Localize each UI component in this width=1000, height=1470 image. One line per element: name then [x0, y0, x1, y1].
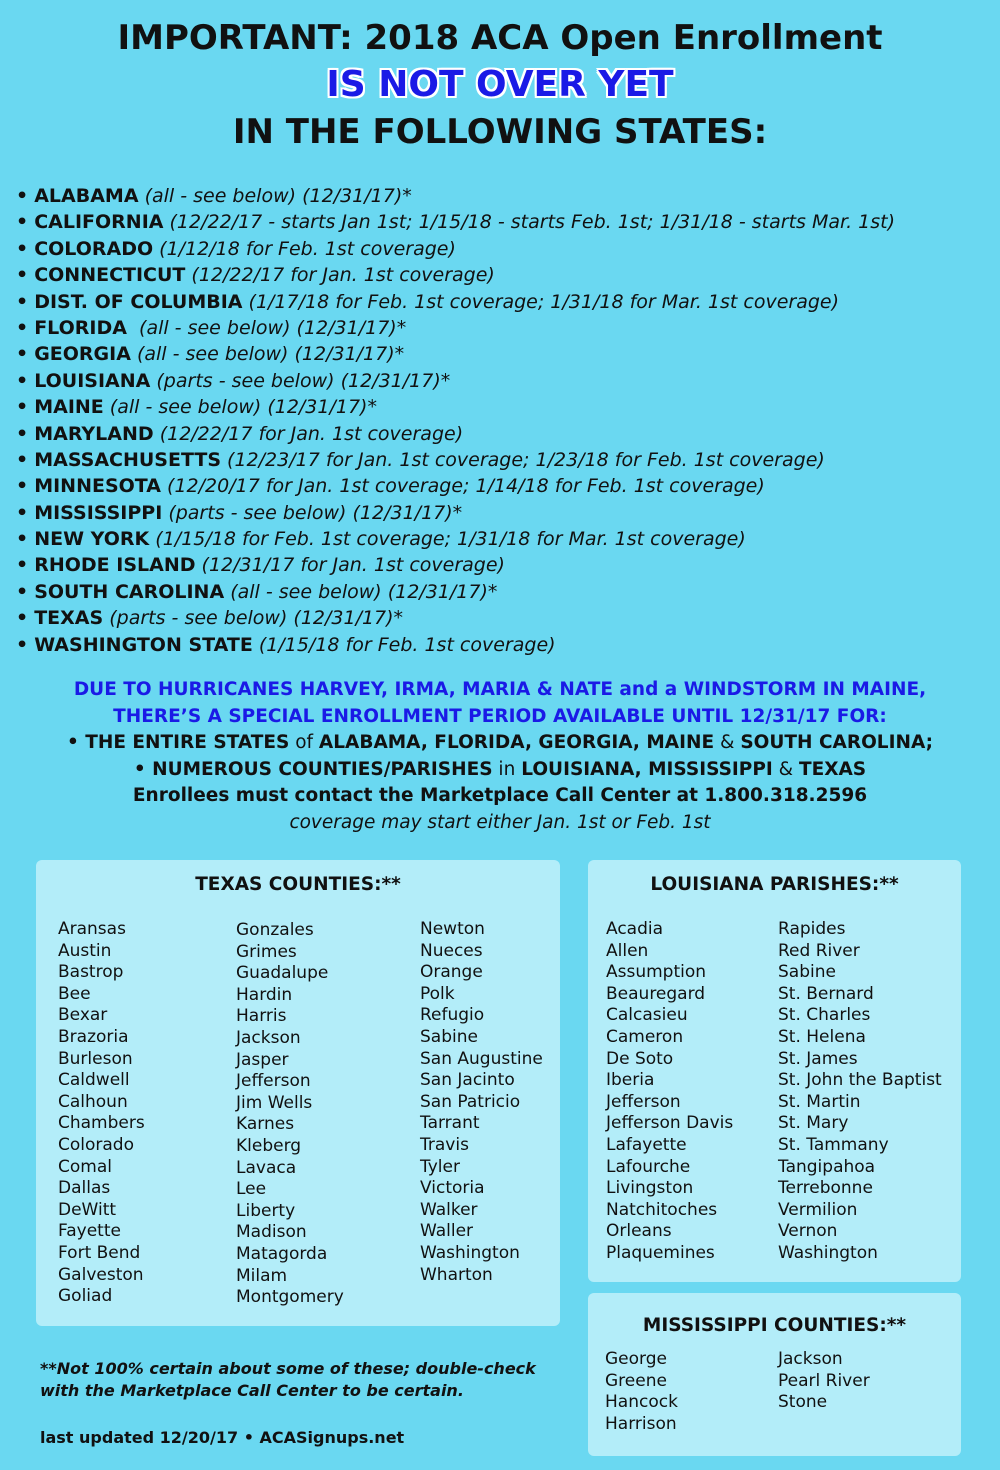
bullet: •: [16, 290, 29, 313]
state-item: [16, 341, 1000, 367]
list-item: Vermilion: [778, 1199, 858, 1220]
title-line-1: IMPORTANT: 2018 ACA Open Enrollment: [117, 18, 883, 58]
list-item: Wharton: [420, 1264, 493, 1285]
list-item: Guadalupe: [236, 963, 329, 984]
mississippi-col-2: [778, 1349, 870, 1414]
state-item: [16, 579, 1000, 605]
list-item: Refugio: [420, 1005, 485, 1026]
state-name: FLORIDA: [34, 316, 127, 339]
state-name: RHODE ISLAND: [34, 554, 196, 577]
state-detail: (1/15/18 for Feb. 1st coverage; 1/31/18 for Mar. 1st coverage): [149, 528, 746, 551]
list-item: Calhoun: [58, 1091, 128, 1112]
bullet: •: [16, 211, 29, 234]
list-item: Rapides: [778, 919, 846, 939]
list-item: Cameron: [606, 1026, 684, 1047]
list-item: Polk: [420, 983, 455, 1004]
state-name: WASHINGTON STATE: [34, 633, 253, 656]
state-item: [16, 473, 1000, 499]
sep-line-4: • NUMEROUS COUNTIES/PARISHES in LOUISIANA, MISSISSIPPI & TEXAS: [133, 758, 867, 780]
bullet: •: [16, 237, 29, 260]
list-item: Karnes: [236, 1114, 295, 1135]
state-item: [16, 394, 1000, 420]
list-item: Pearl River: [778, 1370, 870, 1391]
list-item: Acadia: [606, 919, 664, 939]
list-item: De Soto: [606, 1048, 674, 1069]
list-item: Travis: [420, 1134, 469, 1155]
list-item: Colorado: [58, 1134, 134, 1155]
list-item: Jefferson Davis: [606, 1113, 734, 1134]
state-name: MISSISSIPPI: [34, 501, 163, 524]
state-item: [16, 526, 1000, 552]
list-item: St. Mary: [778, 1113, 849, 1134]
louisiana-heading: LOUISIANA PARISHES:**: [650, 874, 899, 895]
list-item: St. John the Baptist: [778, 1070, 942, 1091]
state-item: [16, 500, 1000, 526]
bullet: •: [16, 475, 29, 498]
list-item: St. James: [778, 1048, 858, 1069]
sep-line-1: DUE TO HURRICANES HARVEY, IRMA, MARIA & NATE and a WINDSTORM IN MAINE,: [73, 679, 927, 700]
list-item: Orange: [420, 962, 483, 983]
state-detail: (parts - see below) (12/31/17)*: [162, 501, 463, 524]
list-item: Iberia: [606, 1070, 655, 1091]
list-item: Livingston: [606, 1178, 694, 1199]
list-item: Waller: [420, 1221, 474, 1242]
state-item: [16, 183, 1000, 209]
bullet: •: [16, 316, 29, 339]
list-item: Tangipahoa: [778, 1156, 876, 1177]
louisiana-col-2: [778, 919, 942, 1265]
list-item: Milam: [236, 1265, 288, 1286]
list-item: Caldwell: [58, 1070, 130, 1091]
list-item: Walker: [420, 1199, 478, 1220]
state-detail: (1/15/18 for Feb. 1st coverage): [252, 633, 556, 656]
footnote-line-2: with the Marketplace Call Center to be certain.: [40, 1381, 464, 1400]
state-item: [16, 368, 1000, 394]
sep-line-6: coverage may start either Jan. 1st or Feb. 1st: [289, 811, 711, 833]
list-item: Jasper: [236, 1049, 289, 1070]
list-item: San Jacinto: [420, 1070, 515, 1091]
state-name: GEORGIA: [34, 343, 131, 366]
list-item: St. Bernard: [778, 983, 874, 1004]
state-name: MARYLAND: [34, 422, 154, 445]
list-item: Liberty: [236, 1200, 296, 1221]
title-line-3: IN THE FOLLOWING STATES:: [232, 112, 768, 152]
state-detail: (12/22/17 for Jan. 1st coverage): [153, 422, 464, 445]
list-item: Washington: [778, 1242, 878, 1263]
state-detail: (all - see below) (12/31/17)*: [126, 316, 407, 339]
state-name: MASSACHUSETTS: [34, 448, 222, 471]
texas-heading: TEXAS COUNTIES:**: [195, 874, 401, 895]
list-item: Plaquemines: [606, 1242, 715, 1263]
list-item: Dallas: [58, 1178, 111, 1199]
footer-text: last updated 12/20/17 • ACASignups.net: [40, 1428, 405, 1447]
list-item: Assumption: [606, 962, 707, 983]
state-name: LOUISIANA: [34, 369, 151, 392]
list-item: Red River: [778, 940, 860, 961]
list-item: Sabine: [420, 1026, 478, 1047]
state-detail: (parts - see below) (12/31/17)*: [150, 369, 451, 392]
state-name: CALIFORNIA: [34, 211, 164, 234]
state-detail: (all - see below) (12/31/17)*: [224, 580, 498, 603]
state-detail: (1/12/18 for Feb. 1st coverage): [153, 237, 456, 260]
sep-line-5: Enrollees must contact the Marketplace Call Center at 1.800.318.2596: [132, 785, 868, 806]
list-item: DeWitt: [58, 1199, 117, 1220]
list-item: Orleans: [606, 1221, 672, 1242]
list-item: Chambers: [58, 1113, 145, 1134]
state-detail: (12/23/17 for Jan. 1st coverage; 1/23/18 for Feb. 1st coverage): [221, 448, 825, 471]
list-item: Matagorda: [236, 1243, 328, 1264]
mississippi-heading: MISSISSIPPI COUNTIES:**: [642, 1315, 907, 1336]
bullet: •: [16, 607, 29, 630]
mississippi-counties-box: [588, 1293, 961, 1456]
list-item: Lavaca: [236, 1157, 297, 1178]
list-item: Hancock: [605, 1392, 678, 1413]
list-item: Fayette: [58, 1221, 121, 1242]
state-name: MAINE: [34, 396, 104, 419]
state-detail: (all - see below) (12/31/17)*: [103, 396, 377, 419]
list-item: Kleberg: [236, 1135, 302, 1156]
list-item: Hardin: [236, 984, 293, 1005]
state-name: CONNECTICUT: [34, 264, 186, 287]
list-item: Lee: [236, 1179, 267, 1200]
bullet: •: [16, 369, 29, 392]
state-name: ALABAMA: [34, 185, 139, 207]
state-name: MINNESOTA: [34, 475, 161, 498]
list-item: Newton: [420, 919, 485, 939]
special-enrollment-notice: [0, 677, 1000, 836]
state-name: TEXAS: [34, 607, 104, 630]
list-item: Terrebonne: [778, 1178, 873, 1199]
footnote: [40, 1358, 536, 1402]
list-item: Tyler: [420, 1156, 460, 1177]
state-detail: (1/17/18 for Feb. 1st coverage; 1/31/18 for Mar. 1st coverage): [242, 290, 840, 313]
state-item: [16, 262, 1000, 288]
list-item: Victoria: [420, 1178, 485, 1199]
state-item: [16, 289, 1000, 315]
list-item: Jefferson: [236, 1071, 311, 1092]
state-detail: (12/20/17 for Jan. 1st coverage; 1/14/18 for Feb. 1st coverage): [161, 475, 765, 498]
sep-line-3: • THE ENTIRE STATES of ALABAMA, FLORIDA, GEORGIA, MAINE & SOUTH CAROLINA;: [66, 732, 934, 753]
list-item: Nueces: [420, 940, 483, 961]
texas-counties-box: [36, 860, 560, 1326]
state-item: [16, 315, 1000, 341]
state-name: NEW YORK: [34, 528, 150, 551]
list-item: Tarrant: [420, 1113, 480, 1134]
state-detail: (12/22/17 - starts Jan 1st; 1/15/18 - starts Feb. 1st; 1/31/18 - starts Mar. 1st): [163, 211, 895, 234]
list-item: Bastrop: [58, 962, 124, 983]
list-item: Jim Wells: [236, 1092, 313, 1113]
state-name: SOUTH CAROLINA: [34, 580, 225, 603]
bullet: •: [16, 580, 29, 603]
list-item: Beauregard: [606, 983, 706, 1004]
texas-col-2: [236, 920, 344, 1309]
list-item: St. Helena: [778, 1026, 866, 1047]
state-item: [16, 632, 1000, 658]
bullet: •: [16, 448, 29, 471]
list-item: Fort Bend: [58, 1242, 141, 1263]
state-item: [16, 605, 1000, 631]
list-item: San Patricio: [420, 1091, 521, 1112]
list-item: Goliad: [58, 1286, 113, 1307]
bullet: •: [16, 633, 29, 656]
bullet: •: [16, 264, 29, 287]
list-item: Stone: [778, 1392, 828, 1413]
list-item: Madison: [236, 1222, 307, 1243]
bullet: •: [16, 422, 29, 445]
sep-line-2: THERE’S A SPECIAL ENROLLMENT PERIOD AVAILABLE UNTIL 12/31/17 FOR:: [113, 705, 887, 727]
state-list: [16, 183, 1000, 658]
louisiana-col-1: [606, 919, 733, 1265]
list-item: Vernon: [778, 1221, 838, 1242]
list-item: Greene: [605, 1370, 667, 1391]
list-item: George: [605, 1349, 667, 1369]
list-item: Jefferson: [606, 1091, 681, 1112]
state-detail: (all - see below) (12/31/17)*: [130, 343, 405, 366]
texas-col-3: [420, 919, 543, 1286]
state-detail: (12/31/17 for Jan. 1st coverage): [195, 554, 505, 577]
list-item: Burleson: [58, 1048, 133, 1069]
list-item: Allen: [606, 940, 649, 961]
state-name: DIST. OF COLUMBIA: [34, 290, 243, 313]
list-item: San Augustine: [420, 1048, 543, 1069]
list-item: Jackson: [236, 1027, 301, 1048]
state-item: [16, 421, 1000, 447]
title-line-2: IS NOT OVER YET: [326, 64, 674, 105]
bullet: •: [16, 343, 29, 366]
list-item: Brazoria: [58, 1026, 129, 1047]
state-name: COLORADO: [34, 237, 154, 260]
bullet: •: [16, 501, 29, 524]
list-item: Aransas: [58, 919, 126, 939]
list-item: Bexar: [58, 1005, 108, 1026]
state-item: [16, 552, 1000, 578]
list-item: Calcasieu: [606, 1005, 688, 1026]
list-item: Washington: [420, 1242, 520, 1263]
list-item: St. Tammany: [778, 1134, 889, 1155]
bullet: •: [16, 528, 29, 551]
state-detail: (12/22/17 for Jan. 1st coverage): [185, 264, 495, 287]
list-item: Harris: [236, 1006, 287, 1027]
list-item: Lafourche: [606, 1156, 691, 1177]
list-item: Lafayette: [606, 1134, 687, 1155]
list-item: Galveston: [58, 1264, 144, 1285]
state-detail: (all - see below) (12/31/17)*: [138, 185, 412, 207]
list-item: St. Charles: [778, 1005, 871, 1026]
list-item: St. Martin: [778, 1091, 861, 1112]
list-item: Sabine: [778, 962, 836, 983]
bullet: •: [16, 554, 29, 577]
state-item: [16, 447, 1000, 473]
state-item: [16, 236, 1000, 262]
list-item: Jackson: [778, 1349, 843, 1369]
louisiana-parishes-box: [588, 860, 961, 1282]
list-item: Montgomery: [236, 1287, 344, 1308]
bullet: •: [16, 185, 29, 207]
list-item: Bee: [58, 983, 91, 1004]
list-item: Natchitoches: [606, 1199, 718, 1220]
list-item: Comal: [58, 1156, 112, 1177]
list-item: Gonzales: [236, 920, 314, 940]
footnote-line-1: **Not 100% certain about some of these; double-check: [40, 1359, 536, 1378]
state-detail: (parts - see below) (12/31/17)*: [103, 607, 404, 630]
list-item: Harrison: [605, 1413, 677, 1434]
bullet: •: [16, 396, 29, 419]
mississippi-col-1: [605, 1349, 678, 1435]
list-item: Austin: [58, 940, 112, 961]
list-item: Grimes: [236, 941, 297, 962]
state-item: [16, 209, 1000, 235]
texas-col-1: [58, 919, 145, 1308]
